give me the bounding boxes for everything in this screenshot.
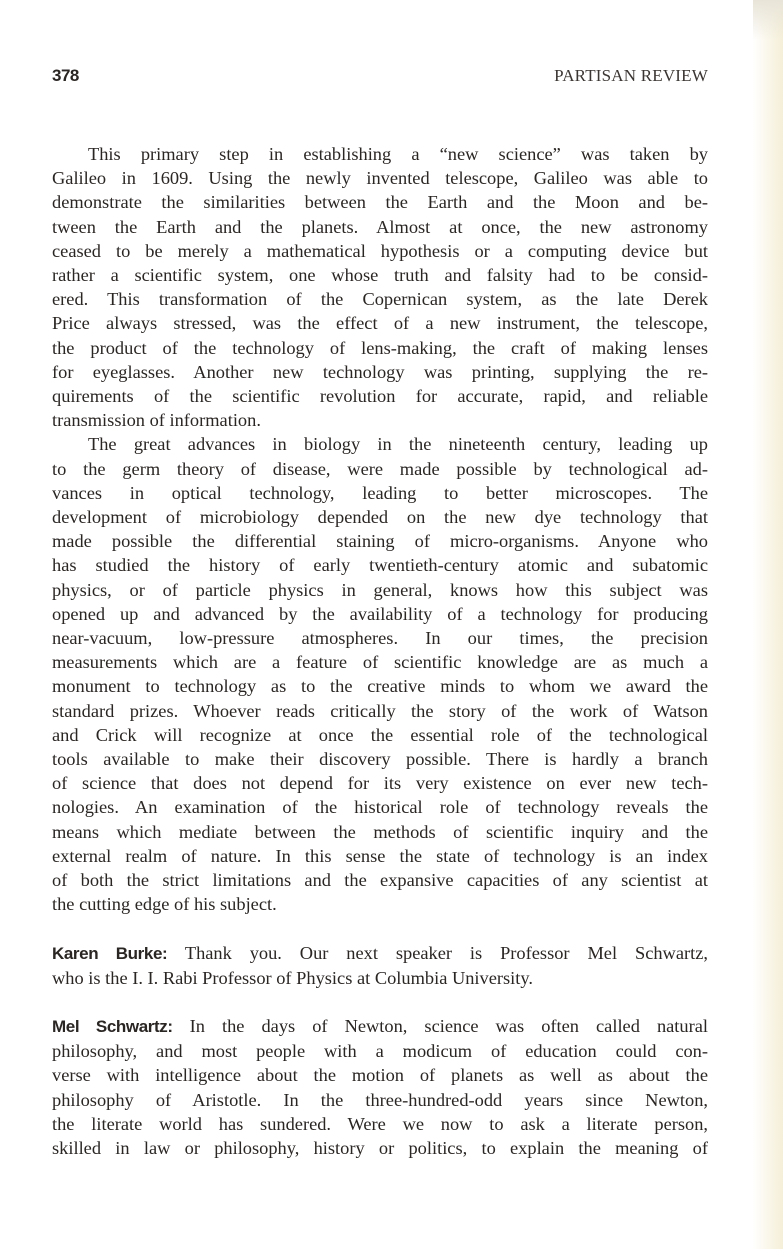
text-line: quirements of the scientific revolution for accurate, rapid, and reliable bbox=[52, 386, 708, 407]
text-line: the product of the technology of lens-making, the craft of making lenses bbox=[52, 337, 708, 358]
text-line: near-vacuum, low-pressure atmospheres. In our times, the precision bbox=[52, 628, 708, 649]
text-line: the cutting edge of his subject. bbox=[52, 894, 277, 915]
speaker-text: Thank you. Our next speaker is Professor Mel Schwartz, bbox=[167, 942, 708, 963]
text-line: vances in optical technology, leading to better microscopes. The bbox=[52, 482, 708, 503]
paragraph-spacer bbox=[52, 917, 708, 941]
text-line: skilled in law or philosophy, history or politics, to explain the meaning of bbox=[52, 1137, 708, 1158]
text-line bbox=[52, 941, 708, 966]
text-line: to the germ theory of disease, were made possible by technological ad- bbox=[52, 458, 708, 479]
text-line: monument to technology as to the creative minds to whom we award the bbox=[52, 676, 708, 697]
speaker-block-karen-burke bbox=[52, 941, 708, 990]
paragraph-spacer bbox=[52, 990, 708, 1014]
running-head bbox=[52, 66, 708, 92]
page-number: 378 bbox=[52, 66, 79, 85]
text-line: transmission of information. bbox=[52, 410, 261, 431]
text-line: demonstrate the similarities between the Earth and the Moon and be- bbox=[52, 192, 708, 213]
text-line: nologies. An examination of the historical role of technology reveals the bbox=[52, 797, 708, 818]
text-line: ered. This transformation of the Copernican system, as the late Derek bbox=[52, 289, 708, 310]
text-line: who is the I. I. Rabi Professor of Physics at Columbia University. bbox=[52, 967, 534, 988]
text-line: physics, or of particle physics in general, knows how this subject was bbox=[52, 579, 708, 600]
text-line: development of microbiology depended on the new dye technology that bbox=[52, 507, 708, 528]
text-line: the literate world has sundered. Were we now to ask a literate person, bbox=[52, 1113, 708, 1134]
paragraph-biology bbox=[52, 432, 708, 916]
text-line: verse with intelligence about the motion of planets as well as about the bbox=[52, 1065, 708, 1086]
text-line: ceased to be merely a mathematical hypothesis or a computing device but bbox=[52, 240, 708, 261]
text-line: Galileo in 1609. Using the newly invented telescope, Galileo was able to bbox=[52, 168, 708, 189]
text-line: of science that does not depend for its very existence on ever new tech- bbox=[52, 773, 708, 794]
text-line bbox=[52, 1014, 708, 1039]
journal-title: PARTISAN REVIEW bbox=[554, 66, 708, 85]
text-line: made possible the differential staining of micro-organisms. Anyone who bbox=[52, 531, 708, 552]
speaker-name: Mel Schwartz: bbox=[52, 1016, 173, 1036]
text-line: measurements which are a feature of scientific knowledge are as much a bbox=[52, 652, 708, 673]
text-line: philosophy of Aristotle. In the three-hundred-odd years since Newton, bbox=[52, 1089, 708, 1110]
page-corner-shading bbox=[753, 0, 783, 40]
paragraph-galileo bbox=[52, 142, 708, 432]
speaker-name: Karen Burke: bbox=[52, 943, 168, 963]
text-line: Price always stressed, was the effect of a new instrument, the telescope, bbox=[52, 313, 708, 334]
article-body bbox=[52, 142, 708, 1160]
speaker-block-mel-schwartz bbox=[52, 1014, 708, 1160]
speaker-text: In the days of Newton, science was often called natural bbox=[172, 1015, 709, 1036]
text-line: This primary step in establishing a “new science” was taken by bbox=[88, 144, 708, 164]
page-edge-shading bbox=[753, 0, 783, 1249]
text-line: standard prizes. Whoever reads critically the story of the work of Watson bbox=[52, 700, 708, 721]
text-line: philosophy, and most people with a modicum of education could con- bbox=[52, 1041, 708, 1062]
text-line: tools available to make their discovery possible. There is hardly a branch bbox=[52, 749, 708, 770]
text-line: opened up and advanced by the availability of a technology for producing bbox=[52, 603, 708, 624]
text-line: rather a scientific system, one whose truth and falsity had to be consid- bbox=[52, 265, 708, 286]
text-line: of both the strict limitations and the expansive capacities of any scientist at bbox=[52, 870, 708, 891]
text-line: has studied the history of early twentieth-century atomic and subatomic bbox=[52, 555, 708, 576]
text-line: means which mediate between the methods of scientific inquiry and the bbox=[52, 821, 708, 842]
text-line: for eyeglasses. Another new technology was printing, supplying the re- bbox=[52, 361, 708, 382]
text-line: The great advances in biology in the nineteenth century, leading up bbox=[88, 434, 708, 455]
text-line: tween the Earth and the planets. Almost at once, the new astronomy bbox=[52, 216, 708, 237]
text-line: and Crick will recognize at once the essential role of the technological bbox=[52, 724, 708, 745]
text-line: external realm of nature. In this sense the state of technology is an index bbox=[52, 845, 708, 866]
